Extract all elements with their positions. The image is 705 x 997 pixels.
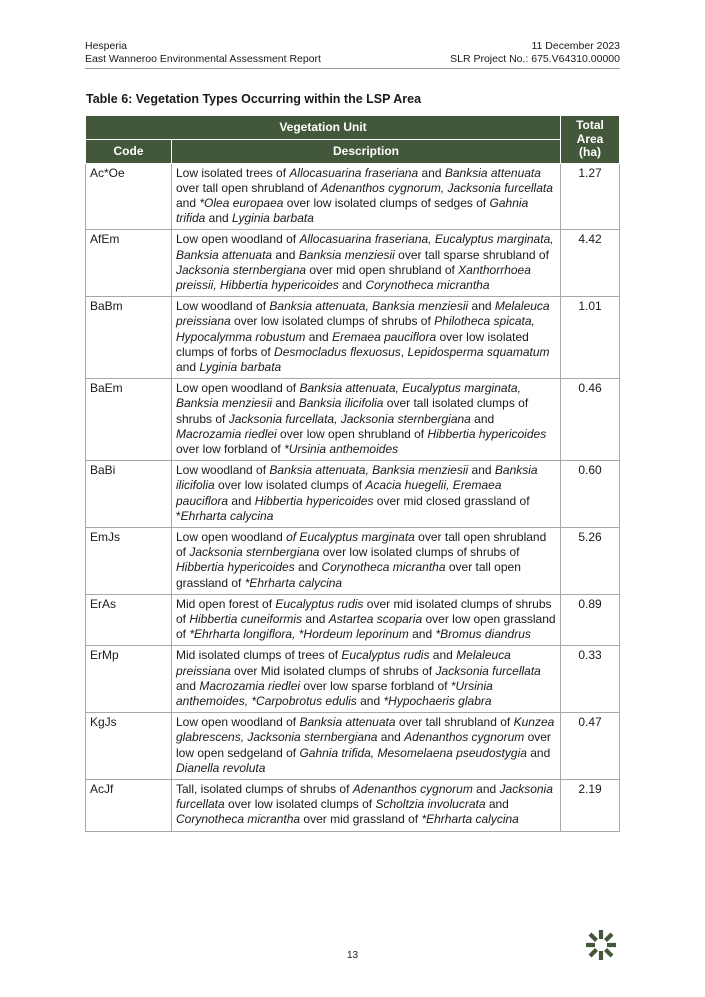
total-area-value: 1.27: [561, 163, 620, 230]
description-text: and: [356, 694, 384, 708]
species-name: Hibbertia hypericoides: [176, 560, 295, 575]
species-name: Lyginia barbata: [199, 359, 282, 374]
vegetation-description: [172, 379, 561, 461]
species-name: Lepidosperma squamatum: [407, 344, 550, 359]
species-name: Jacksonia furcellata: [435, 663, 541, 678]
total-area-value: 0.33: [561, 646, 620, 713]
description-text: and: [294, 560, 322, 575]
species-name: Jacksonia furcellata, Jacksonia sternbergiana: [228, 411, 471, 426]
description-text: and: [272, 396, 299, 411]
description-text: over low isolated clumps of sedges of: [283, 195, 490, 210]
total-area-value: 5.26: [561, 527, 620, 594]
logo-bars: [586, 930, 616, 960]
header-client: Hesperia: [85, 40, 128, 52]
page-number: 13: [346, 950, 359, 961]
species-name: Dianella revoluta: [176, 760, 266, 775]
description-text: Mid isolated clumps of trees of: [176, 648, 342, 663]
description-text: over tall isolated clumps of shrubs of: [176, 396, 529, 426]
description-text: Low open woodland of: [176, 381, 300, 396]
species-name: Hibbertia cuneiformis: [189, 611, 303, 626]
species-name: Eucalyptus rudis: [275, 596, 364, 611]
description-text: Mid open forest of: [176, 596, 276, 611]
description-text: over mid open shrubland of: [306, 262, 459, 277]
table-row: [86, 163, 620, 230]
description-text: and: [429, 648, 457, 663]
vegetation-code: BaEm: [86, 379, 172, 461]
vegetation-code: EmJs: [86, 527, 172, 594]
species-name: *Ehrharta calycina: [421, 812, 519, 827]
total-area-header: [561, 116, 620, 164]
total-area-value: 4.42: [561, 230, 620, 297]
species-name: *Ursinia anthemoides, *Carpobrotus edulis: [176, 678, 493, 708]
vegetation-code: AcJf: [86, 780, 172, 832]
description-text: over low isolated clumps of shrubs of: [230, 314, 435, 329]
table-row: [86, 527, 620, 594]
species-name: Allocasuarina fraseriana, Eucalyptus marginata, Banksia attenuata: [176, 232, 554, 262]
species-name: Jacksonia sternbergiana: [176, 262, 307, 277]
table-row: [86, 780, 620, 832]
total-area-value: 0.47: [561, 713, 620, 780]
species-name: Hibbertia hypericoides: [427, 426, 547, 441]
total-area-header-line3: (ha): [579, 145, 601, 159]
species-name: Gahnia trifida: [176, 195, 529, 226]
description-text: over tall open shrubland of: [176, 180, 321, 195]
description-text: and: [302, 611, 329, 626]
species-name: Eremaea pauciflora: [332, 329, 437, 344]
species-name: Xanthorrhoea preissii, Hibbertia hypericoides: [176, 262, 531, 292]
table-row: [86, 713, 620, 780]
description-text: over low isolated clumps of forbs of: [176, 329, 529, 359]
description-text: over low isolated clumps of: [224, 797, 376, 812]
table-row: [86, 230, 620, 297]
total-area-value: 2.19: [561, 780, 620, 832]
description-text: and: [377, 730, 405, 745]
table-row: [86, 646, 620, 713]
species-name: *Ursinia anthemoides: [284, 441, 399, 456]
species-name: Desmocladus flexuosus: [274, 344, 401, 359]
description-text: Low woodland of: [176, 463, 270, 478]
description-text: and: [176, 359, 200, 374]
species-name: of Eucalyptus marginata: [286, 529, 415, 544]
species-name: Banksia attenuata: [299, 715, 396, 730]
description-text: Low woodland of: [176, 299, 270, 314]
header-date: 11 December 2023: [531, 40, 620, 52]
species-name: *Ehrharta calycina: [244, 575, 343, 590]
description-text: and: [205, 211, 233, 226]
vegetation-code: Ac*Oe: [86, 163, 172, 230]
vegetation-description: [172, 780, 561, 832]
description-text: over low open grassland of: [176, 611, 556, 642]
description-text: and: [176, 195, 200, 210]
vegetation-description: [172, 163, 561, 230]
header-report-title: East Wanneroo Environmental Assessment Report: [85, 53, 321, 65]
description-text: and: [472, 782, 500, 797]
vegetation-code: BaBi: [86, 461, 172, 528]
total-area-value: 0.46: [561, 379, 620, 461]
description-text: over low isolated clumps of shrubs of: [319, 545, 520, 560]
total-area-value: 0.89: [561, 594, 620, 646]
species-name: *Hypochaeris glabra: [383, 694, 492, 708]
vegetation-description: [172, 461, 561, 528]
description-text: and: [272, 247, 299, 262]
vegetation-code: ErAs: [86, 594, 172, 646]
vegetation-description: [172, 594, 561, 646]
description-text: and: [526, 745, 551, 760]
species-name: Macrozamia riedlei: [199, 678, 301, 693]
species-name: Hibbertia hypericoides: [254, 493, 374, 508]
description-text: and: [305, 329, 333, 344]
vegetation-description: [172, 646, 561, 713]
description-text: over mid isolated clumps of shrubs of: [176, 596, 552, 626]
vegetation-code: BaBm: [86, 297, 172, 379]
description-text: over tall shrubland of: [395, 715, 514, 730]
species-name: Corynotheca micrantha: [176, 812, 301, 827]
description-text: over mid grassland of: [300, 812, 422, 827]
species-name: Lyginia barbata: [232, 211, 314, 226]
vegetation-description: [172, 527, 561, 594]
species-name: Macrozamia riedlei: [176, 426, 277, 441]
description-text: over tall sparse shrubland of: [394, 247, 549, 262]
species-name: Ehrharta calycina: [180, 508, 274, 523]
species-name: Adenanthos cygnorum: [404, 730, 525, 745]
description-text: and: [468, 299, 495, 314]
species-name: Adenanthos cygnorum: [352, 782, 473, 797]
species-name: *Bromus diandrus: [435, 627, 531, 642]
description-text: and: [485, 797, 509, 812]
species-name: *Ehrharta longiflora, *Hordeum leporinum: [189, 627, 409, 642]
total-area-header-line1: Total: [576, 118, 604, 132]
total-area-header-line2: Area: [576, 131, 604, 146]
species-name: Melaleuca preissiana: [176, 299, 550, 329]
description-text: and: [470, 411, 495, 426]
species-name: Banksia ilicifolia: [176, 463, 538, 493]
header-left: [85, 40, 321, 66]
description-text: over tall open shrubland of: [176, 529, 547, 560]
table-row: [86, 297, 620, 379]
description-text: and: [468, 463, 495, 478]
species-name: Allocasuarina fraseriana: [289, 165, 419, 180]
slr-logo-icon: [584, 928, 618, 962]
species-name: Eucalyptus rudis: [341, 648, 430, 663]
description-text: Low open woodland of: [176, 715, 300, 730]
header-divider: [85, 68, 620, 69]
species-name: *Olea europaea: [199, 195, 284, 210]
species-name: Banksia menziesii: [298, 247, 395, 262]
table-row: [86, 594, 620, 646]
vegetation-description: [172, 297, 561, 379]
description-text: over low sparse forbland of: [300, 678, 451, 693]
vegetation-table: [85, 115, 620, 832]
description-text: Low open woodland of: [176, 232, 300, 247]
description-text: Tall, isolated clumps of shrubs of: [176, 782, 353, 797]
table-row: [86, 379, 620, 461]
description-text: and: [418, 165, 445, 180]
header-right: [450, 40, 620, 66]
species-name: Astartea scoparia: [328, 611, 423, 626]
species-name: Banksia attenuata, Banksia menziesii: [269, 299, 469, 314]
species-name: Banksia ilicifolia: [298, 396, 384, 411]
description-text: Low open woodland: [176, 529, 287, 544]
vegetation-description: [172, 713, 561, 780]
species-name: Acacia huegelii, Eremaea pauciflora: [176, 478, 502, 508]
total-area-value: 1.01: [561, 297, 620, 379]
description-text: Low isolated trees of: [176, 165, 290, 180]
description-text: over mid closed grassland of *: [176, 493, 530, 523]
description-text: over low open sedgeland of: [176, 730, 551, 760]
description-text: over low open shrubland of: [276, 426, 428, 441]
table-row: [86, 461, 620, 528]
vegetation-unit-header: Vegetation Unit: [86, 116, 561, 140]
species-name: Melaleuca preissiana: [176, 648, 511, 678]
species-name: Banksia attenuata: [444, 165, 541, 180]
species-name: Corynotheca micrantha: [321, 560, 446, 575]
species-name: Jacksonia sternbergiana: [189, 545, 320, 560]
vegetation-code: ErMp: [86, 646, 172, 713]
description-text: and: [338, 277, 366, 292]
table-caption: Table 6: Vegetation Types Occurring within the LSP Area: [86, 92, 422, 106]
vegetation-table-body: [86, 163, 620, 831]
vegetation-code: KgJs: [86, 713, 172, 780]
description-text: over low isolated clumps of: [214, 478, 366, 493]
description-text: over tall open grassland of: [176, 560, 521, 590]
species-name: Banksia attenuata, Banksia menziesii: [269, 463, 469, 478]
description-text: over Mid isolated clumps of shrubs of: [230, 663, 436, 678]
species-name: Gahnia trifida, Mesomelaena pseudostygia: [299, 745, 527, 760]
header-project-number: SLR Project No.: 675.V64310.00000: [450, 53, 620, 65]
species-name: Kunzea glabrescens, Jacksonia sternbergiana: [176, 715, 555, 745]
species-name: Jacksonia furcellata: [176, 782, 553, 812]
vegetation-code: AfEm: [86, 230, 172, 297]
total-area-value: 0.60: [561, 461, 620, 528]
species-name: Scholtzia involucrata: [375, 797, 486, 812]
species-name: Banksia attenuata, Eucalyptus marginata, Banksia menziesii: [176, 381, 521, 411]
description-text: and: [176, 678, 200, 693]
description-text: and: [408, 627, 436, 642]
description-text: over low forbland of: [176, 441, 285, 456]
vegetation-description: [172, 230, 561, 297]
species-name: Corynotheca micrantha: [365, 277, 490, 292]
species-name: Adenanthos cygnorum, Jacksonia furcellata: [320, 180, 553, 195]
code-column-header: Code: [86, 139, 172, 163]
description-text: ,: [400, 344, 408, 359]
description-text: and: [228, 493, 255, 508]
description-column-header: Description: [172, 139, 561, 163]
species-name: Philotheca spicata, Hypocalymma robustum: [176, 314, 535, 344]
